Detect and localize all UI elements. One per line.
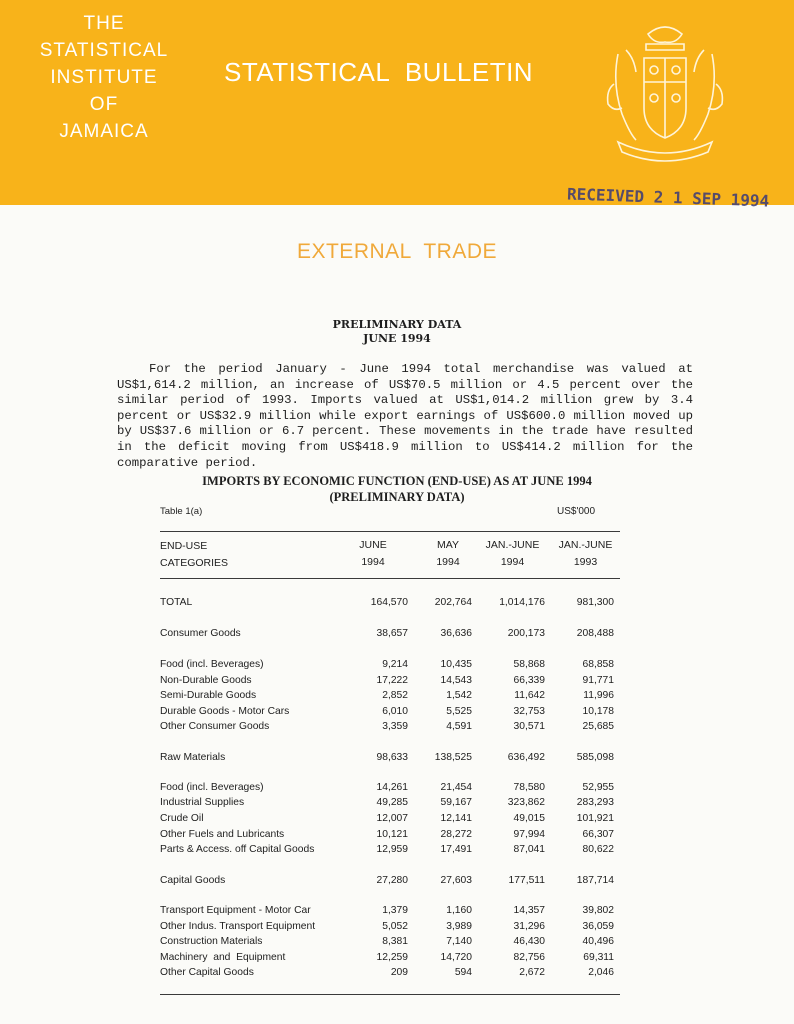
cell-janjune-1993: 208,488 <box>576 628 614 639</box>
cell-janjune-1993: 2,046 <box>588 967 614 978</box>
cell-june-1994: 5,052 <box>382 921 408 932</box>
row-label: Semi-Durable Goods <box>160 690 257 701</box>
category-header-line2: CATEGORIES <box>160 557 229 569</box>
received-stamp: RECEIVED 2 1 SEP 1994 <box>566 184 770 211</box>
column-header <box>338 537 408 571</box>
institute-line: JAMAICA <box>59 121 149 142</box>
cell-janjune-1994: 30,571 <box>513 721 545 732</box>
cell-janjune-1994: 82,756 <box>513 952 545 963</box>
row-label: Food (incl. Beverages) <box>160 659 264 670</box>
category-header-line1: END-USE <box>160 540 208 552</box>
table-row <box>0 690 794 705</box>
cell-janjune-1993: 585,098 <box>576 752 614 763</box>
cell-janjune-1993: 10,178 <box>582 706 614 717</box>
cell-june-1994: 14,261 <box>376 782 408 793</box>
cell-june-1994: 38,657 <box>376 628 408 639</box>
row-label: Non-Durable Goods <box>160 675 252 686</box>
column-header-line1: MAY <box>437 539 459 551</box>
table-title-line1: IMPORTS BY ECONOMIC FUNCTION (END-USE) AS AT JUNE 1994 <box>202 474 592 488</box>
row-label: Crude Oil <box>160 813 204 824</box>
column-header <box>413 537 483 571</box>
cell-janjune-1994: 97,994 <box>513 829 545 840</box>
cell-janjune-1994: 14,357 <box>513 905 545 916</box>
table-row <box>0 721 794 736</box>
cell-janjune-1993: 80,622 <box>582 844 614 855</box>
category-header <box>160 538 228 572</box>
prelim-line1: PRELIMINARY DATA <box>332 318 462 331</box>
cell-janjune-1994: 32,753 <box>513 706 545 717</box>
row-label: Machinery and Equipment <box>160 952 286 963</box>
cell-janjune-1993: 69,311 <box>583 952 614 963</box>
cell-janjune-1993: 39,802 <box>582 905 614 916</box>
table-label: Table 1(a) <box>160 506 203 517</box>
table-row <box>0 829 794 844</box>
cell-janjune-1993: 283,293 <box>576 797 614 808</box>
cell-janjune-1993: 40,496 <box>582 936 614 947</box>
column-header-line2: 1994 <box>436 556 460 568</box>
institute-line: OF <box>89 94 119 115</box>
cell-janjune-1994: 177,511 <box>508 875 545 886</box>
column-header-line2: 1994 <box>500 556 525 568</box>
column-header-line2: 1993 <box>573 556 598 568</box>
column-header <box>548 537 623 571</box>
cell-janjune-1994: 58,868 <box>513 659 545 670</box>
cell-may-1994: 1,542 <box>446 690 472 701</box>
institute-line: STATISTICAL <box>39 40 169 61</box>
cell-janjune-1994: 11,642 <box>514 690 545 701</box>
row-label: Capital Goods <box>160 875 226 886</box>
table-row <box>0 967 794 982</box>
column-header <box>475 537 550 571</box>
cell-may-1994: 10,435 <box>440 659 472 670</box>
institute-line: INSTITUTE <box>50 67 158 88</box>
cell-may-1994: 14,543 <box>440 675 472 686</box>
cell-may-1994: 1,160 <box>446 905 472 916</box>
cell-june-1994: 12,959 <box>376 844 408 855</box>
cell-may-1994: 14,720 <box>440 952 472 963</box>
table-row <box>0 936 794 951</box>
cell-may-1994: 59,167 <box>440 797 472 808</box>
table-title <box>0 473 794 505</box>
row-label: Industrial Supplies <box>160 797 245 808</box>
cell-may-1994: 28,272 <box>440 829 472 840</box>
cell-janjune-1993: 187,714 <box>576 875 614 886</box>
row-label: Construction Materials <box>160 936 263 947</box>
row-label: Food (incl. Beverages) <box>160 782 264 793</box>
cell-janjune-1994: 1,014,176 <box>499 597 545 608</box>
cell-janjune-1993: 101,921 <box>576 813 614 824</box>
cell-janjune-1994: 200,173 <box>507 628 545 639</box>
table-row <box>0 921 794 936</box>
cell-janjune-1993: 981,300 <box>576 597 614 608</box>
institute-name <box>26 10 182 145</box>
cell-june-1994: 12,259 <box>376 952 408 963</box>
cell-may-1994: 21,454 <box>440 782 472 793</box>
summary-text: For the period January - June 1994 total merchandise was valued at US$1,614.2 million, an increase of US$70.5 million or 4.5 percent over the similar period of 1993. Imports valued at US$1,014.2 million grew by 3.4 percent or US$32.9 million while export earnings of US$600.0 million moved up by US$37.6 million or 6.7 percent. These movements in the trade have resulted in the deficit moving from US$418.9 million to US$414.2 million for the comparative period. <box>117 362 693 470</box>
table-row <box>0 597 794 612</box>
cell-may-1994: 27,603 <box>440 875 472 886</box>
cell-june-1994: 2,852 <box>382 690 408 701</box>
institute-line: THE <box>83 13 125 34</box>
column-header-line1: JUNE <box>359 539 387 551</box>
prelim-line2: JUNE 1994 <box>363 332 431 345</box>
column-header-line1: JAN.-JUNE <box>558 539 613 551</box>
table-row <box>0 905 794 920</box>
cell-may-1994: 5,525 <box>446 706 472 717</box>
cell-june-1994: 209 <box>390 967 408 978</box>
row-label: Transport Equipment - Motor Car <box>160 905 311 916</box>
row-label: Raw Materials <box>160 752 226 763</box>
cell-june-1994: 1,379 <box>382 905 408 916</box>
cell-janjune-1994: 31,296 <box>513 921 545 932</box>
cell-janjune-1994: 78,580 <box>513 782 545 793</box>
table-title-line2: (PRELIMINARY DATA) <box>329 490 465 504</box>
cell-janjune-1993: 66,307 <box>582 829 614 840</box>
cell-may-1994: 7,140 <box>446 936 472 947</box>
cell-janjune-1993: 52,955 <box>582 782 614 793</box>
row-label: Consumer Goods <box>160 628 241 639</box>
cell-janjune-1993: 25,685 <box>582 721 614 732</box>
cell-june-1994: 6,010 <box>382 706 408 717</box>
cell-may-1994: 4,591 <box>446 721 472 732</box>
table-row <box>0 797 794 812</box>
cell-june-1994: 27,280 <box>376 875 408 886</box>
table-row <box>0 752 794 767</box>
cell-janjune-1993: 11,996 <box>583 690 614 701</box>
table-rule <box>160 578 620 579</box>
cell-may-1994: 36,636 <box>440 628 472 639</box>
table-row <box>0 782 794 797</box>
table-row <box>0 844 794 859</box>
row-label: TOTAL <box>160 597 193 608</box>
cell-may-1994: 594 <box>454 967 472 978</box>
cell-janjune-1994: 636,492 <box>507 752 545 763</box>
cell-janjune-1993: 91,771 <box>582 675 614 686</box>
cell-june-1994: 10,121 <box>376 829 408 840</box>
cell-may-1994: 12,141 <box>440 813 472 824</box>
table-row <box>0 952 794 967</box>
table-row <box>0 659 794 674</box>
row-label: Other Indus. Transport Equipment <box>160 921 316 932</box>
cell-janjune-1994: 87,041 <box>513 844 545 855</box>
table-unit: US$'000 <box>557 506 596 517</box>
row-label: Other Consumer Goods <box>160 721 270 732</box>
column-header-line2: 1994 <box>361 556 385 568</box>
cell-june-1994: 164,570 <box>370 597 408 608</box>
cell-janjune-1993: 68,858 <box>582 659 614 670</box>
cell-janjune-1993: 36,059 <box>582 921 614 932</box>
cell-janjune-1994: 46,430 <box>513 936 545 947</box>
preliminary-heading <box>0 318 794 346</box>
jamaica-coat-of-arms-icon <box>598 14 732 164</box>
table-row <box>0 813 794 828</box>
row-label: Parts & Access. off Capital Goods <box>160 844 315 855</box>
row-label: Durable Goods - Motor Cars <box>160 706 290 717</box>
table-row <box>0 675 794 690</box>
cell-janjune-1994: 2,672 <box>519 967 545 978</box>
table-rule <box>160 994 620 995</box>
cell-may-1994: 17,491 <box>440 844 472 855</box>
cell-janjune-1994: 49,015 <box>513 813 545 824</box>
cell-janjune-1994: 323,862 <box>507 797 545 808</box>
table-row <box>0 628 794 643</box>
cell-june-1994: 98,633 <box>376 752 408 763</box>
cell-june-1994: 12,007 <box>376 813 408 824</box>
cell-june-1994: 3,359 <box>382 721 408 732</box>
cell-janjune-1994: 66,339 <box>513 675 545 686</box>
column-header-line1: JAN.-JUNE <box>485 539 540 551</box>
bulletin-title: STATISTICAL BULLETIN <box>224 57 534 87</box>
cell-june-1994: 9,214 <box>382 659 408 670</box>
table-row <box>0 706 794 721</box>
cell-may-1994: 3,989 <box>446 921 472 932</box>
section-title: EXTERNAL TRADE <box>296 240 498 263</box>
table-row <box>0 875 794 890</box>
cell-may-1994: 202,764 <box>434 597 472 608</box>
table-rule <box>160 531 620 532</box>
row-label: Other Fuels and Lubricants <box>160 829 285 840</box>
row-label: Other Capital Goods <box>160 967 254 978</box>
cell-june-1994: 17,222 <box>376 675 408 686</box>
cell-june-1994: 8,381 <box>382 936 408 947</box>
cell-june-1994: 49,285 <box>376 797 408 808</box>
cell-may-1994: 138,525 <box>434 752 472 763</box>
summary-paragraph <box>117 362 693 471</box>
